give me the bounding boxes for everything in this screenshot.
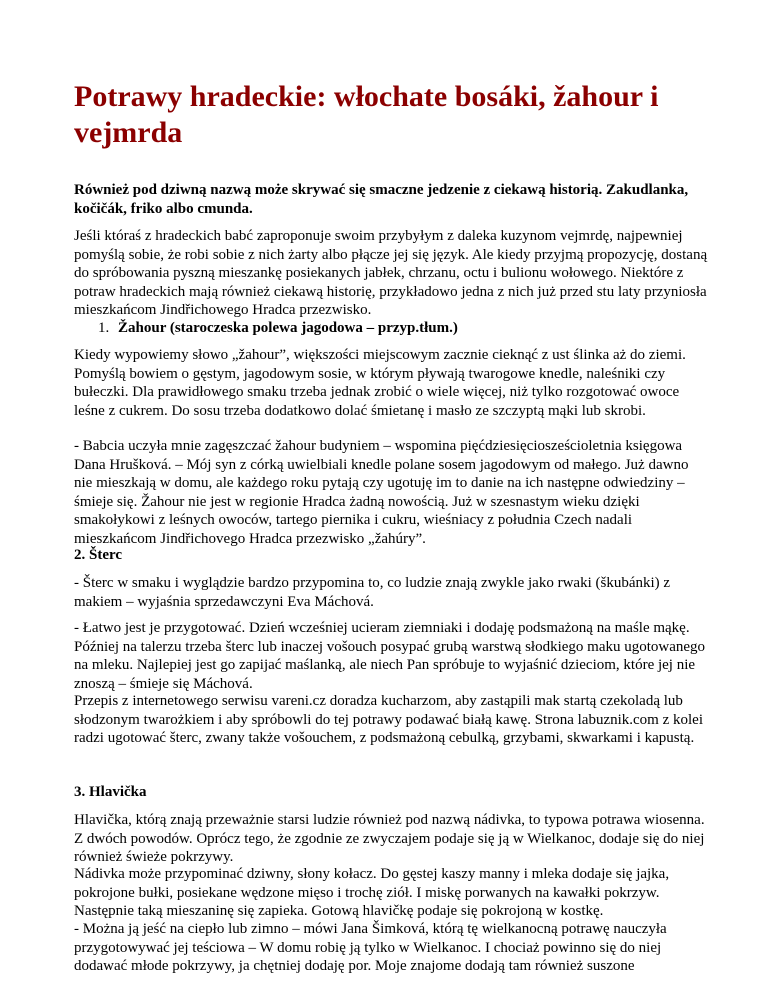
section1-heading [98, 319, 708, 338]
section3-paragraph-2: Nádivka może przypominać dziwny, słony kołacz. Do gęstej kaszy manny i mleka dodaje się jajka, pokrojone bułki, posiekane wędzone mięso i trochę ziół. I miskę porwanych na kawałki pokrzyw. Następnie taką mieszaninę się zapieka. Gotową hlavičkę podaje się pokrojoną w kostkę. [74, 866, 670, 919]
section2-paragraph-3: Przepis z internetowego serwisu vareni.cz doradza kucharzom, aby zastąpili mak startą czekoladą lub słodzonym twarożkiem i aby spróbowli do tej potrawy podawać białą kawę. Strona labuznik.com z kolei radzi ugotować šterc, zwany także vošouchem, z podsmażoną cebulką, grzybami, skwarkami i kapustą. [74, 693, 703, 746]
lead-paragraph: Również pod dziwną nazwą może skrywać się smaczne jedzenie z ciekawą historią. Zakudlanka, kočičák, friko albo cmunda. [74, 182, 689, 217]
section1-heading-text: Žahour (staroczeska polewa jagodowa – przyp.tłum.) [118, 320, 458, 336]
section3-paragraph-3: - Można ją jeść na ciepło lub zimno – mówi Jana Šimková, którą tę wielkanocną potrawę nauczyła przygotowywać jej teściowa – W domu robię ją tylko w Wielkanoc. I chociaż powinno się do niej dodawać młode pokrzywy, ja chętniej dodaję por. Moje znajome dodają tam również suszone [74, 921, 667, 974]
section2-paragraph-2: - Łatwo jest je przygotować. Dzień wcześniej ucieram ziemniaki i dodaję podsmażoną na maśle mąkę. Później na talerzu trzeba šterc lub inaczej vošouch posypać grubą warstwą słodkiego maku ugotowanego na mleku. Najlepiej jest go zapijać maślanką, ale niech Pan spróbuje to wyjaśnić dzieciom, które jej nie znoszą – śmieje się Máchová. [74, 620, 706, 692]
section3-heading: 3. Hlavička [74, 784, 147, 800]
intro-paragraph: Jeśli któraś z hradeckich babć zaproponuje swoim przybyłym z daleka kuzynom vejmrdę, najpewniej pomyślą sobie, że robi sobie z nich żarty albo płącze jej się język. Ale kiedy przyjmą propozycję, dostaną do spróbowania pyszną mieszankę posiekanych jabłek, chrzanu, octu i bulionu wołowego. Niektóre z potraw hradeckich mają również ciekawą historię, przykładowo jedna z nich już przed stu laty przyniosła mieszkańcom Jindřichowego Hradca przezwisko. [74, 228, 708, 318]
section3-paragraph-1: Hlavička, którą znają przeważnie starsi ludzie również pod nazwą nádivka, to typowa potrawa wiosenna. Z dwóch powodów. Oprócz tego, że zgodnie ze zwyczajem podaje się ją w Wielkanoc, dodaje się do niej również świeże pokrzywy. [74, 812, 705, 865]
section2-paragraph-1: - Šterc w smaku i wyglądzie bardzo przypomina to, co ludzie znają zwykle jako rwaki (škubánki) z makiem – wyjaśnia sprzedawczyni Eva Máchová. [74, 575, 671, 610]
section2-heading: 2. Šterc [74, 547, 123, 563]
section1-paragraph-2: - Babcia uczyła mnie zagęszczać žahour budyniem – wspomina pięćdziesięciosześcioletnia księgowa Dana Hrušková. – Mój syn z córką uwielbiali knedle polane sosem jagodowym od małego. Już dawno nie mieszkają w domu, ale każdego roku pytają czy ugotuję im to danie na ich następne odwiedziny – śmieje się. Žahour nie jest w regionie Hradca żadną nowością. Już w szesnastym wieku dzięki smakołykowi z leśnych owoców, tartego piernika i cukru, wieśniacy z południa Czech nadali mieszkańcom Jindřichovego Hradca przezwisko „žahúry”. [74, 438, 689, 547]
section1-paragraph-1: Kiedy wypowiemy słowo „žahour”, większości miejscowym zacznie cieknąć z ust ślinka aż do ziemi. Pomyślą bowiem o gęstym, jagodowym sosie, w którym pływają twarogowe knedle, naleśniki czy bułeczki. Dla prawidłowego smaku trzeba jednak zrobić o wiele więcej, niż tylko rozgotować owoce leśne z cukrem. Do sosu trzeba dodatkowo dolać śmietanę i masło ze szczyptą mąki lub skrobi. [74, 347, 686, 419]
article-title: Potrawy hradeckie: włochate bosáki, žahour i vejmrda [74, 80, 659, 149]
section1-number: 1. [98, 320, 110, 336]
